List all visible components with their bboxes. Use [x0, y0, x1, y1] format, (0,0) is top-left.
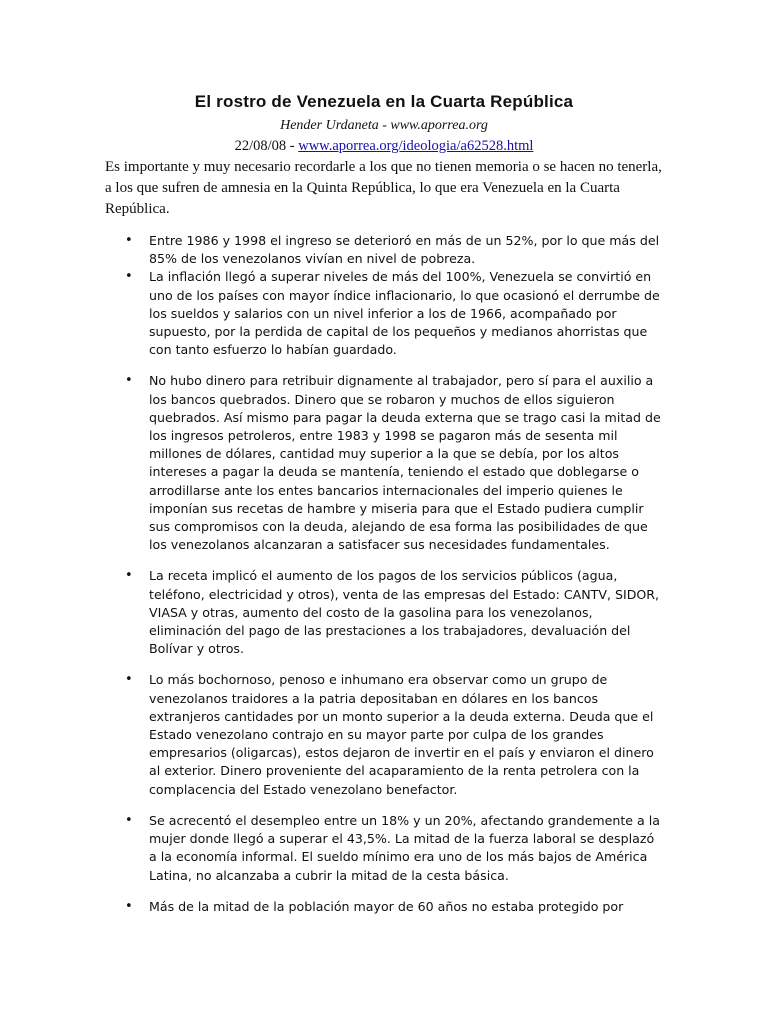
list-item: • La receta implicó el aumento de los pagos de los servicios públicos (agua, teléfono, electricidad y otros), venta de las empresas del Estado: CANTV, SIDOR, VIASA y otras, aumento del costo de la gasolina para los venezolanos, eliminación del pago de las prestaciones a los trabajadores, devaluación del Bolívar y otros.: [105, 567, 665, 658]
document-title: El rostro de Venezuela en la Cuarta República: [194, 92, 574, 111]
list-item: • La inflación llegó a superar niveles de más del 100%, Venezuela se convirtió en uno de los países con mayor índice inflacionario, lo que ocasionó el derrumbe de los sueldos y salarios con un nivel inferior a los de 1966, acompañado por supuesto, por la perdida de capital de los pequeños y medianos ahorristas que con tanto esfuerzo lo habían guardado.: [105, 268, 665, 359]
intro-paragraph: Es importante y muy necesario recordarle a los que no tienen memoria o se hacen no tenerla, a los que sufren de amnesia en la Quinta República, lo que era Venezuela en la Cuarta República.: [105, 159, 662, 217]
list-item: • Entre 1986 y 1998 el ingreso se deterioró en más de un 52%, por lo que más del 85% de los venezolanos vivían en nivel de pobreza.: [105, 232, 665, 268]
list-item: • Se acrecentó el desempleo entre un 18% y un 20%, afectando grandemente a la mujer donde llegó a superar el 43,5%. La mitad de la fuerza laboral se desplazó a la economía informal. El sueldo mínimo era uno de los más bajos de América Latina, no alcanzaba a cubrir la mitad de la cesta básica.: [105, 812, 665, 885]
source-link[interactable]: www.aporrea.org/ideologia/a62528.html: [298, 138, 534, 154]
author-byline: Hender Urdaneta - www.aporrea.org: [280, 118, 488, 133]
publish-date: 22/08/08 -: [234, 138, 299, 154]
list-item: • Más de la mitad de la población mayor de 60 años no estaba protegido por: [105, 898, 665, 916]
list-item: • No hubo dinero para retribuir dignamente al trabajador, pero sí para el auxilio a los bancos quebrados. Dinero que se robaron y muchos de ellos siguieron quebrados. Así mismo para pagar la deuda externa que se trago casi la mitad de los ingresos petroleros, entre 1983 y 1998 se pagaron más de sesenta mil millones de dólares, cantidad muy superior a la que se debía, por los altos intereses a pagar la deuda se mantenía, teniendo el estado que doblegarse o arrodillarse ante los entes bancarios internacionales del imperio quienes le imponían sus recetas de hambre y miseria para que el Estado pudiera cumplir sus compromisos con la deuda, alejando de esa forma las posibilidades de que los venezolanos alcanzaran a satisfacer sus necesidades fundamentales.: [105, 372, 665, 554]
list-item: • Lo más bochornoso, penoso e inhumano era observar como un grupo de venezolanos traidores a la patria depositaban en dólares en los bancos extranjeros cantidades por un monto superior a la deuda externa. Deuda que el Estado venezolano contrajo en su mayor parte por culpa de los grandes empresarios (oligarcas), estos dejaron de invertir en el país y enviaron el dinero al exterior. Dinero proveniente del acaparamiento de la renta petrolera con la complacencia del Estado venezolano benefactor.: [105, 671, 665, 798]
bullet-list: [105, 232, 665, 916]
dateline: [0, 138, 768, 155]
